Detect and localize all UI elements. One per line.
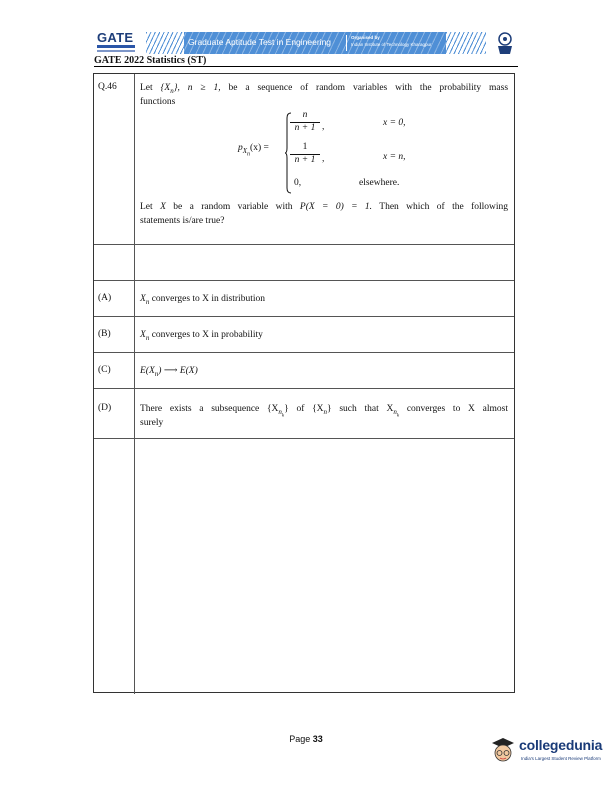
title-rule xyxy=(94,66,518,67)
brand-name: collegedunia xyxy=(519,737,603,753)
pmf-lhs: $p_{X_n}(x)$ = xyxy=(238,143,269,158)
case1-comma: , xyxy=(322,122,325,132)
iit-emblem-icon xyxy=(494,30,516,56)
column-separator xyxy=(134,281,135,316)
brand-tagline: India's Largest Student Review Platform xyxy=(521,756,601,761)
case3-value: 0, xyxy=(294,178,302,188)
banner-separator xyxy=(346,35,347,51)
column-separator xyxy=(134,353,135,388)
mascot-icon xyxy=(489,735,517,765)
option-b-label: (B) xyxy=(98,329,111,339)
column-separator xyxy=(134,317,135,352)
question-number: Q.46 xyxy=(98,82,117,92)
intro-line1: be a sequence of random variables with the probability mass xyxy=(228,83,509,93)
option-d-label: (D) xyxy=(98,403,112,413)
collegedunia-logo xyxy=(489,733,605,767)
pmf-formula xyxy=(94,104,514,194)
case2-comma: , xyxy=(322,154,325,164)
logo-bar xyxy=(97,45,135,48)
answer-space-row xyxy=(94,439,514,694)
intro-let: Let xyxy=(140,83,153,93)
paper-title: GATE 2022 Statistics (ST) xyxy=(94,55,207,66)
question-table xyxy=(93,73,515,693)
banner-stripes-left xyxy=(146,32,184,54)
option-d-text-line2: surely xyxy=(140,418,164,428)
case3-condition: elsewhere. xyxy=(359,178,400,188)
column-separator xyxy=(134,389,135,438)
page-number: Page 33 xyxy=(289,734,323,744)
column-separator xyxy=(134,439,135,694)
option-c-label: (C) xyxy=(98,365,111,375)
header-banner xyxy=(146,32,486,54)
option-a-row xyxy=(94,281,514,317)
option-c-row xyxy=(94,353,514,389)
logo-bar-secondary xyxy=(97,50,135,52)
case2-fraction: 1 n + 1 xyxy=(290,142,320,165)
question-row xyxy=(94,74,514,245)
question-stem-line2: statements is/are true? xyxy=(140,216,225,226)
banner-stripes-right xyxy=(446,32,486,54)
organized-by-label: Organised by xyxy=(351,35,380,40)
exam-header xyxy=(94,30,516,56)
option-d-text-line1: There exists a subsequence $\{X_{n_k}\}$ of $\{X_n\}$ such that $X_{n_k}$ converges to X almost xyxy=(140,404,508,419)
case1-condition: x = 0, xyxy=(383,118,406,128)
option-b-text: $X_n$ converges to X in probability xyxy=(140,330,263,342)
option-d-row xyxy=(94,389,514,439)
column-separator xyxy=(134,245,135,280)
banner-title: Graduate Aptitude Test in Engineering xyxy=(188,37,332,47)
option-a-text: $X_n$ converges to X in distribution xyxy=(140,294,265,306)
option-c-text: $E(X_n)$ ⟶ E(X) xyxy=(140,366,198,378)
gate-logo-text: GATE xyxy=(97,30,134,45)
case1-fraction: n n + 1 xyxy=(290,110,320,133)
seq-symbol: $\{X_n\}$, n ≥ 1, xyxy=(160,83,221,95)
intro-line2: functions xyxy=(140,97,176,107)
question-stem-line1: Let X be a random variable with P(X = 0) = 1. Then which of the following xyxy=(140,202,509,212)
blank-row xyxy=(94,245,514,281)
organizer-name: Indian Institute of Technology Kharagpur xyxy=(351,42,432,47)
option-a-label: (A) xyxy=(98,293,112,303)
option-b-row xyxy=(94,317,514,353)
case2-condition: x = n, xyxy=(383,152,406,162)
gate-logo xyxy=(94,30,140,56)
